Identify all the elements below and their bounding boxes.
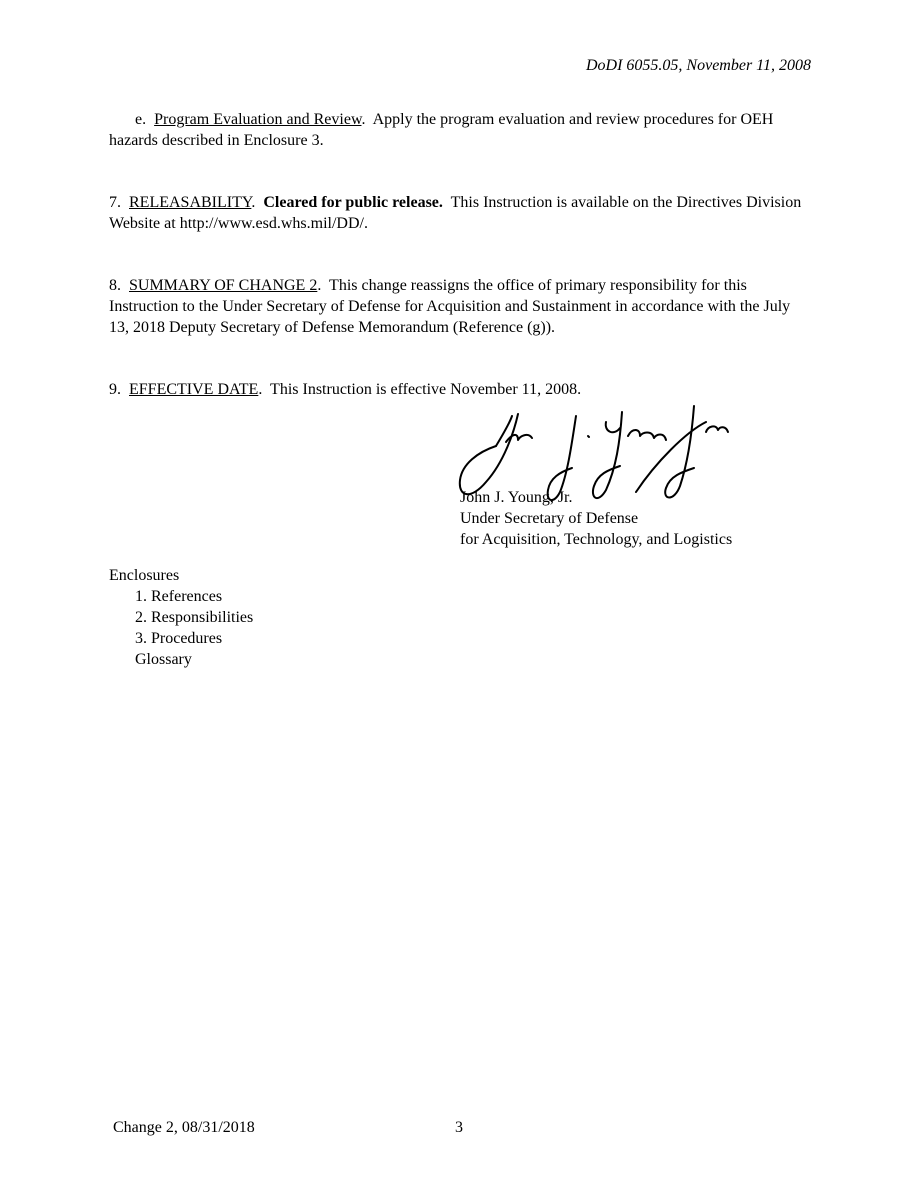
paragraph-8-number: 8. <box>109 277 121 294</box>
footer-page-number: 3 <box>455 1119 463 1136</box>
footer-change-info: Change 2, 08/31/2018 <box>113 1119 255 1136</box>
signature-block <box>456 402 786 552</box>
signer-title-line2: for Acquisition, Technology, and Logistics <box>460 531 733 548</box>
paragraph-e-text: Apply the program evaluation and review procedures for OEH hazards described in Enclosure 3. <box>109 111 774 149</box>
signer-name: John J. Young, Jr. <box>460 489 573 506</box>
paragraph-9-title: EFFECTIVE DATE <box>129 381 259 398</box>
paragraph-8-title: SUMMARY OF CHANGE 2 <box>129 277 318 294</box>
enclosure-item: 1. References <box>135 588 223 605</box>
enclosures-heading: Enclosures <box>109 567 180 584</box>
document-id-header: DoDI 6055.05, November 11, 2008 <box>585 57 811 74</box>
paragraph-e-letter: e. <box>135 111 147 128</box>
paragraph-7-title: RELEASABILITY <box>129 194 252 211</box>
paragraph-8-summary-of-change: 8. SUMMARY OF CHANGE 2. This change reassigns the office of primary responsibility for this Instruction to the Under Secretary of Defense for Acquisition and Sustainment in accordance with the July 13, 2018 Deputy Secretary of Defense Memorandum (Reference (g)). <box>109 277 791 336</box>
signer-info <box>460 487 732 550</box>
public-release-notice: Cleared for public release. <box>263 194 443 211</box>
enclosure-item: Glossary <box>135 651 192 668</box>
paragraph-e: e. Program Evaluation and Review. Apply the program evaluation and review procedures for OEH hazards described in Enclosure 3. <box>109 111 774 149</box>
enclosure-item: 2. Responsibilities <box>135 609 254 626</box>
paragraph-9-number: 9. <box>109 381 121 398</box>
paragraph-8-text: This change reassigns the office of primary responsibility for this Instruction to the Under Secretary of Defense for Acquisition and Sustainment in accordance with the July 13, 2018 Deputy Secretary of Defense Memorandum (Reference (g)). <box>109 277 791 336</box>
paragraph-7-releasability: 7. RELEASABILITY. Cleared for public release. This Instruction is available on the Directives Division Website at http://www.esd.whs.mil/DD/. <box>109 194 802 232</box>
enclosures-list <box>109 565 253 670</box>
paragraph-7-text: This Instruction is available on the Directives Division Website at http://www.esd.whs.mil/DD/. <box>109 194 802 232</box>
paragraph-7-number: 7. <box>109 194 121 211</box>
signer-title-line1: Under Secretary of Defense <box>460 510 639 527</box>
paragraph-e-title: Program Evaluation and Review <box>154 111 362 128</box>
enclosure-item: 3. Procedures <box>135 630 223 647</box>
paragraph-9-effective-date: 9. EFFECTIVE DATE. This Instruction is effective November 11, 2008. <box>109 381 582 398</box>
paragraph-9-text: This Instruction is effective November 11, 2008. <box>270 381 582 398</box>
